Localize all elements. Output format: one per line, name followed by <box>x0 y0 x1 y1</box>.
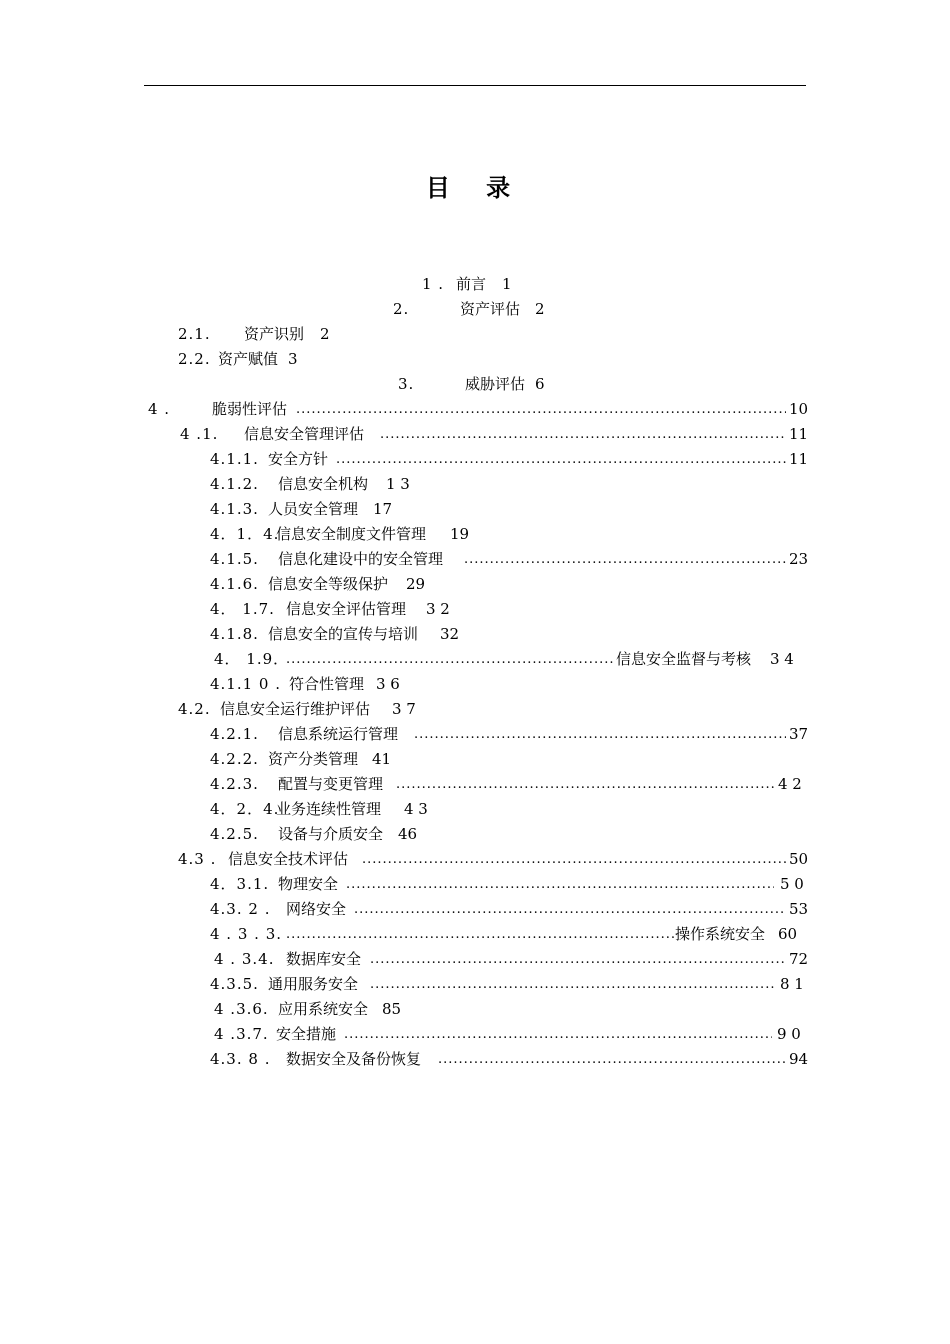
toc-entry-text: 信息安全监督与考核 <box>616 650 752 668</box>
toc-entry-text: 威胁评估 <box>465 375 526 393</box>
toc-entry[interactable] <box>0 497 950 522</box>
toc-entry-text: 操作系统安全 <box>675 925 766 943</box>
toc-entry-number: 4.1.6. <box>210 575 259 593</box>
toc-entry-number: 4.3 . <box>178 850 217 868</box>
toc-entry[interactable] <box>0 922 950 947</box>
toc-entry-text: 安全方针 <box>268 450 329 468</box>
toc-entry[interactable] <box>0 847 950 872</box>
toc-entry-number: 4.3. 2 . <box>210 900 271 918</box>
toc-entry-number: 2.1. <box>178 325 211 343</box>
toc-entry[interactable] <box>0 822 950 847</box>
toc-entry-number: 4 .3.6. <box>214 1000 269 1018</box>
toc-entry-page: 5 0 <box>780 875 804 893</box>
toc-entry-page: 11 <box>789 450 809 468</box>
toc-leader <box>414 722 786 747</box>
toc-entry[interactable] <box>0 797 950 822</box>
toc-entry-page: 3 6 <box>376 675 400 693</box>
toc-entry[interactable] <box>0 697 950 722</box>
toc-entry-text: 资产赋值 <box>218 350 279 368</box>
toc-entry-number: 4 . <box>148 400 171 418</box>
toc-entry[interactable] <box>0 997 950 1022</box>
toc-entry-text: 信息安全管理评估 <box>244 425 365 443</box>
toc-entry-text: 配置与变更管理 <box>278 775 384 793</box>
toc-entry-text: 脆弱性评估 <box>212 400 288 418</box>
toc-entry-page: 46 <box>398 825 418 843</box>
toc-entry-number: 4.1.3. <box>210 500 259 518</box>
toc-entry[interactable] <box>0 447 950 472</box>
toc-entry-number: 4.2.2. <box>210 750 259 768</box>
toc-entry-page: 19 <box>450 525 470 543</box>
toc-entry[interactable] <box>0 422 950 447</box>
toc-entry-page: 6 <box>535 375 545 393</box>
toc-entry-text: 资产评估 <box>460 300 521 318</box>
toc-entry[interactable] <box>0 872 950 897</box>
toc-leader <box>438 1047 786 1072</box>
toc-entry-page: 53 <box>789 900 809 918</box>
toc-entry-text: 应用系统安全 <box>278 1000 369 1018</box>
toc-entry-number: 4.2.3. <box>210 775 259 793</box>
toc-leader <box>396 772 774 797</box>
toc-entry-text: 物理安全 <box>278 875 339 893</box>
toc-entry-page: 1 <box>502 275 512 293</box>
toc-entry[interactable] <box>0 597 950 622</box>
toc-entry-text: 信息安全评估管理 <box>286 600 407 618</box>
toc-entry-number: 4．3.1. <box>210 875 270 893</box>
toc-leader <box>296 397 786 422</box>
toc-entry-text: 信息系统运行管理 <box>278 725 399 743</box>
toc-entry-page: 4 3 <box>404 800 428 818</box>
toc-entry-number: 4 .3.7. <box>214 1025 269 1043</box>
toc-leader <box>336 447 786 472</box>
toc-entry-page: 23 <box>789 550 809 568</box>
page-title: 目 录 <box>425 173 525 202</box>
toc-entry-page: 2 <box>535 300 545 318</box>
toc-entry-number: 2. <box>393 300 410 318</box>
toc-leader <box>346 872 774 897</box>
toc-entry-text: 前言 <box>456 275 487 293</box>
toc-entry[interactable] <box>0 347 950 372</box>
toc-entry-page: 94 <box>789 1050 809 1068</box>
toc-entry-number: 4.2.1. <box>210 725 259 743</box>
toc-entry-text: 符合性管理 <box>289 675 365 693</box>
toc-entry-page: 29 <box>406 575 426 593</box>
toc-entry-text: 信息安全机构 <box>278 475 369 493</box>
toc-entry-number: 1 . <box>422 275 445 293</box>
toc-entry-number: 4.3. 8 . <box>210 1050 271 1068</box>
toc-entry-page: 3 4 <box>770 650 794 668</box>
toc-entry-text: 数据库安全 <box>286 950 362 968</box>
toc-entry[interactable] <box>0 272 950 297</box>
toc-entry-number: 4.3.5. <box>210 975 259 993</box>
toc-entry-number: 4.1.2. <box>210 475 259 493</box>
toc-entry-text: 信息安全运行维护评估 <box>220 700 371 718</box>
toc-entry-page: 85 <box>382 1000 402 1018</box>
toc-entry-text: 资产识别 <box>244 325 305 343</box>
toc-entry-text: 网络安全 <box>286 900 347 918</box>
toc-entry[interactable] <box>0 297 950 322</box>
toc-entry-number: 4.1.1 0 . <box>210 675 282 693</box>
toc-entry-number: 4．1．4. <box>210 525 280 543</box>
toc-entry-text: 业务连续性管理 <box>276 800 382 818</box>
toc-leader <box>354 897 786 922</box>
toc-entry-page: 8 1 <box>780 975 804 993</box>
toc-leader <box>362 847 786 872</box>
toc-leader <box>370 972 774 997</box>
toc-entry-page: 4 2 <box>778 775 802 793</box>
toc-entry[interactable] <box>0 522 950 547</box>
toc-entry-page: 60 <box>778 925 798 943</box>
toc-entry-text: 设备与介质安全 <box>278 825 384 843</box>
toc-entry-page: 32 <box>440 625 460 643</box>
toc-entry-page: 72 <box>789 950 809 968</box>
toc-entry[interactable] <box>0 897 950 922</box>
toc-entry-page: 3 <box>288 350 298 368</box>
toc-entry[interactable] <box>0 397 950 422</box>
toc-entry[interactable] <box>0 547 950 572</box>
toc-entry-number: 4.1.8. <box>210 625 259 643</box>
toc-entry-number: 4.2.5. <box>210 825 259 843</box>
toc-entry-page: 3 2 <box>426 600 450 618</box>
toc-entry-number: 4 .1. <box>180 425 219 443</box>
toc-entry[interactable] <box>0 322 950 347</box>
toc-entry-page: 2 <box>320 325 330 343</box>
toc-entry-page: 17 <box>373 500 393 518</box>
toc-entry[interactable] <box>0 372 950 397</box>
toc-entry[interactable] <box>0 722 950 747</box>
toc-entry-page: 9 0 <box>777 1025 801 1043</box>
toc-entry-text: 信息安全的宣传与培训 <box>268 625 419 643</box>
toc-entry[interactable] <box>0 972 950 997</box>
toc-leader <box>380 422 786 447</box>
toc-entry-number: 3. <box>398 375 415 393</box>
toc-entry-text: 数据安全及备份恢复 <box>286 1050 422 1068</box>
toc-entry-text: 信息安全技术评估 <box>228 850 349 868</box>
toc-leader <box>286 922 674 947</box>
toc-entry-text: 安全措施 <box>276 1025 337 1043</box>
header-rule <box>144 85 806 86</box>
toc-entry-page: 10 <box>789 400 809 418</box>
toc-entry[interactable] <box>0 672 950 697</box>
toc-leader <box>344 1022 772 1047</box>
toc-entry[interactable] <box>0 772 950 797</box>
toc-entry-text: 信息安全制度文件管理 <box>276 525 427 543</box>
toc-entry-text: 信息化建设中的安全管理 <box>278 550 444 568</box>
toc-entry-page: 1 3 <box>386 475 410 493</box>
toc-entry-page: 50 <box>789 850 809 868</box>
toc-entry[interactable] <box>0 622 950 647</box>
toc-entry[interactable] <box>0 572 950 597</box>
toc-entry-page: 11 <box>789 425 809 443</box>
toc-leader <box>370 947 786 972</box>
toc-entry-text: 信息安全等级保护 <box>268 575 389 593</box>
toc-entry[interactable] <box>0 472 950 497</box>
toc-entry-page: 41 <box>372 750 392 768</box>
toc-entry-number: 2.2. <box>178 350 211 368</box>
toc-entry-text: 人员安全管理 <box>268 500 359 518</box>
toc-entry-number: 4．2．4. <box>210 800 280 818</box>
toc-entry-number: 4． 1.7. <box>210 600 275 618</box>
toc-entry[interactable] <box>0 1047 950 1072</box>
toc-entry[interactable] <box>0 947 950 972</box>
toc-leader <box>286 647 614 672</box>
toc-entry-number: 4． 1.9． <box>214 650 290 668</box>
toc-entry[interactable] <box>0 647 950 672</box>
toc-entry[interactable] <box>0 1022 950 1047</box>
toc-entry-text: 通用服务安全 <box>268 975 359 993</box>
toc-entry-number: 4.1.1. <box>210 450 259 468</box>
toc-entry-page: 3 7 <box>392 700 416 718</box>
toc-entry-number: 4 . 3.4. <box>214 950 275 968</box>
toc-entry-number: 4 . 3 . 3. <box>210 925 283 943</box>
toc-entry-number: 4.2. <box>178 700 211 718</box>
toc-entry-page: 37 <box>789 725 809 743</box>
toc-leader <box>464 547 786 572</box>
toc-entry[interactable] <box>0 747 950 772</box>
toc-entry-text: 资产分类管理 <box>268 750 359 768</box>
toc-entry-number: 4.1.5. <box>210 550 259 568</box>
